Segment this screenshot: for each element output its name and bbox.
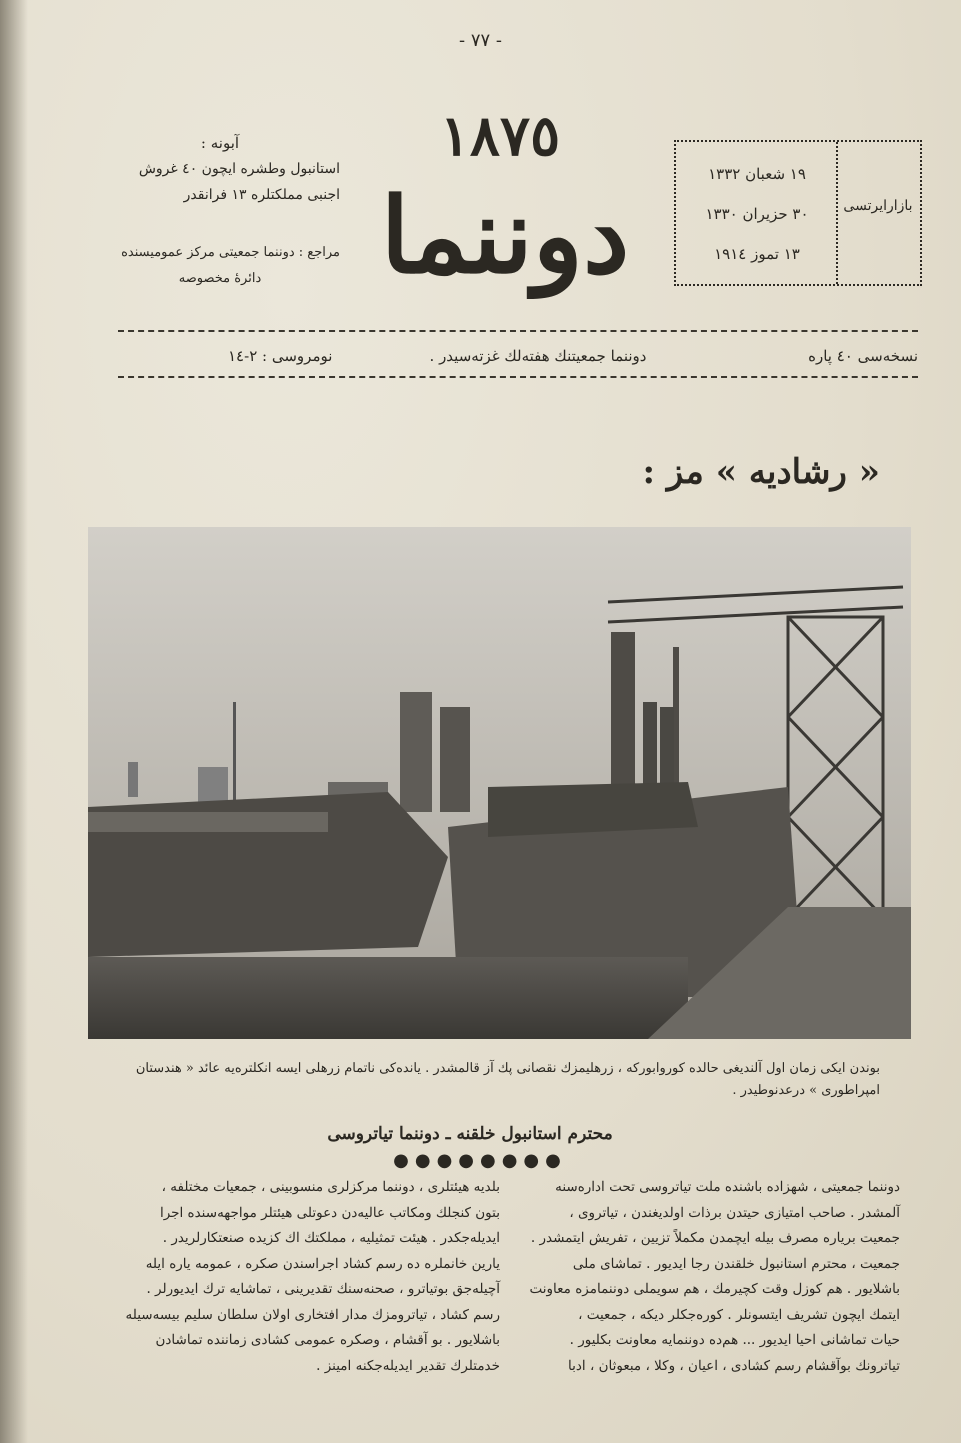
reference-info	[100, 240, 340, 292]
caption-line-1: بوندن ایکی زمان اول آلندیغی حالده کوروابورکه ، زرهلیمزك نقصانی پك آز قالمشدر . یانده‌کی ناتمام زرهلی ایسه انکلتره‌یه عائد « هندستان	[135, 1061, 880, 1076]
date-hijri: ١٩ شعبان ١٣٣٢	[708, 165, 806, 183]
weekday-label: بازارایرتسی	[843, 198, 913, 214]
binding-shadow	[0, 0, 28, 1443]
article-line: تیاترونك بوآقشام رسم کشادی ، اعیان ، وکلا ، مبعوثان ، ادبا	[568, 1357, 900, 1374]
subscription-heading: آبونه :	[200, 134, 240, 152]
publisher-line: دوننما جمعیتنك هفته‌لك غزته‌سیدر .	[429, 347, 647, 365]
article-line: بلدیه هیئتلری ، دوننما مرکزلری منسوبینی ، جمعیات مختلفه ،	[161, 1179, 500, 1195]
article-line: ایتمك ایچون تشریف ایتسونلر . کوره‌جکلر دیکه ، جمعیت ،	[578, 1306, 900, 1323]
date-box	[674, 140, 922, 286]
article-column-right	[520, 1175, 900, 1379]
info-bar	[118, 347, 918, 371]
article-line: جمعیت بریاره مصرف بیله ایچمدن مکملاً تزیین ، تفریش ایتمشدر .	[530, 1230, 900, 1246]
article-line: یارین خانملره ده رسم کشاد اجراسندن صکره ، عمومه یاره ایله	[145, 1255, 500, 1272]
article-line: خدمتلرك تقدیر ایدیله‌جکنه امینز .	[316, 1357, 500, 1374]
subscription-info	[100, 130, 340, 208]
date-list	[684, 154, 830, 274]
date-rumi: ٣٠ حزیران ١٣٣٠	[705, 205, 809, 223]
article-line: جمعیت ، محترم استانبول خلقندن رجا ایدیور . تماشای ملی	[572, 1255, 900, 1272]
divider-bottom	[118, 376, 918, 378]
masthead-logo	[340, 98, 670, 328]
article-heading: محترم استانبول خلقنه ـ دوننما تیاتروسی	[327, 1124, 613, 1144]
article-line: باشلایور . هم کوزل وقت کچیرمك ، هم سویملی دوننمامزه معاونت	[529, 1281, 900, 1297]
article-line: رسم کشاد ، تیاترومزك مدار افتخاری اولان سلطان سلیم بیسه‌سیله	[125, 1306, 500, 1323]
divider-top	[118, 330, 918, 332]
date-box-divider	[836, 142, 838, 284]
decorative-dots: ●●●●●●●●	[393, 1150, 567, 1171]
reference-line-2: دائرۀ مخصوصه	[178, 271, 262, 286]
masthead-title: دوننما	[380, 174, 630, 297]
article-line: آچیله‌جق بوتیاترو ، صحنه‌سنك تقدیرینی ، تماشایه ترك ایدیورلر .	[146, 1281, 500, 1297]
caption-line-2: امپراطوری » درعدنوطیدر .	[732, 1083, 880, 1098]
article-line: ایدیله‌جکدر . هیئت تمثیلیه ، مملکتك اك کزیده صنعتکارلریدر .	[162, 1230, 500, 1246]
issue-number: نومروسی : ٢-١٤	[228, 347, 333, 365]
date-gregorian: ١٣ تموز ١٩١٤	[714, 245, 800, 263]
ship-photo	[88, 527, 911, 1039]
article-line: بتون کنجلك ومکاتب عالیه‌دن دعوتلی هیئتلر مواجهه‌سنده اجرا	[159, 1204, 500, 1221]
masthead-year: ١٨٧٥	[439, 103, 561, 169]
article-line: آلمشدر . صاحب امتیازی حیتدن برذات اولدیغندن ، تیاتروی ،	[569, 1204, 900, 1221]
section-title: « رشادیه » مز :	[642, 452, 880, 492]
subscription-line-foreign: اجنبی مملکتلره ١٣ فرانقدر	[183, 187, 340, 203]
subscription-line-domestic: استانبول وطشره ايچون ٤٠ غروش	[138, 161, 340, 177]
article-column-left	[120, 1175, 500, 1379]
page-number: - ٧٧ -	[459, 30, 502, 51]
shipyard-illustration	[88, 527, 911, 1039]
article-line: حیات تماشانی احیا ایدیور ... هم‌ده دوننمایه معاونت بکلیور .	[569, 1332, 900, 1348]
issue-price: نسخه‌سی ٤٠ پاره	[808, 347, 918, 365]
article-line: دوننما جمعیتی ، شهزاده باشنده ملت تیاتروسی تحت اداره‌سنه	[555, 1179, 900, 1195]
photo-caption	[100, 1058, 880, 1102]
article-line: باشلایور . بو آقشام ، وصکره عمومی کشادی زماننده تماشادن	[155, 1332, 500, 1348]
reference-line-1: مراجع : دوننما جمعیتی مرکز عمومیسنده	[121, 245, 340, 260]
